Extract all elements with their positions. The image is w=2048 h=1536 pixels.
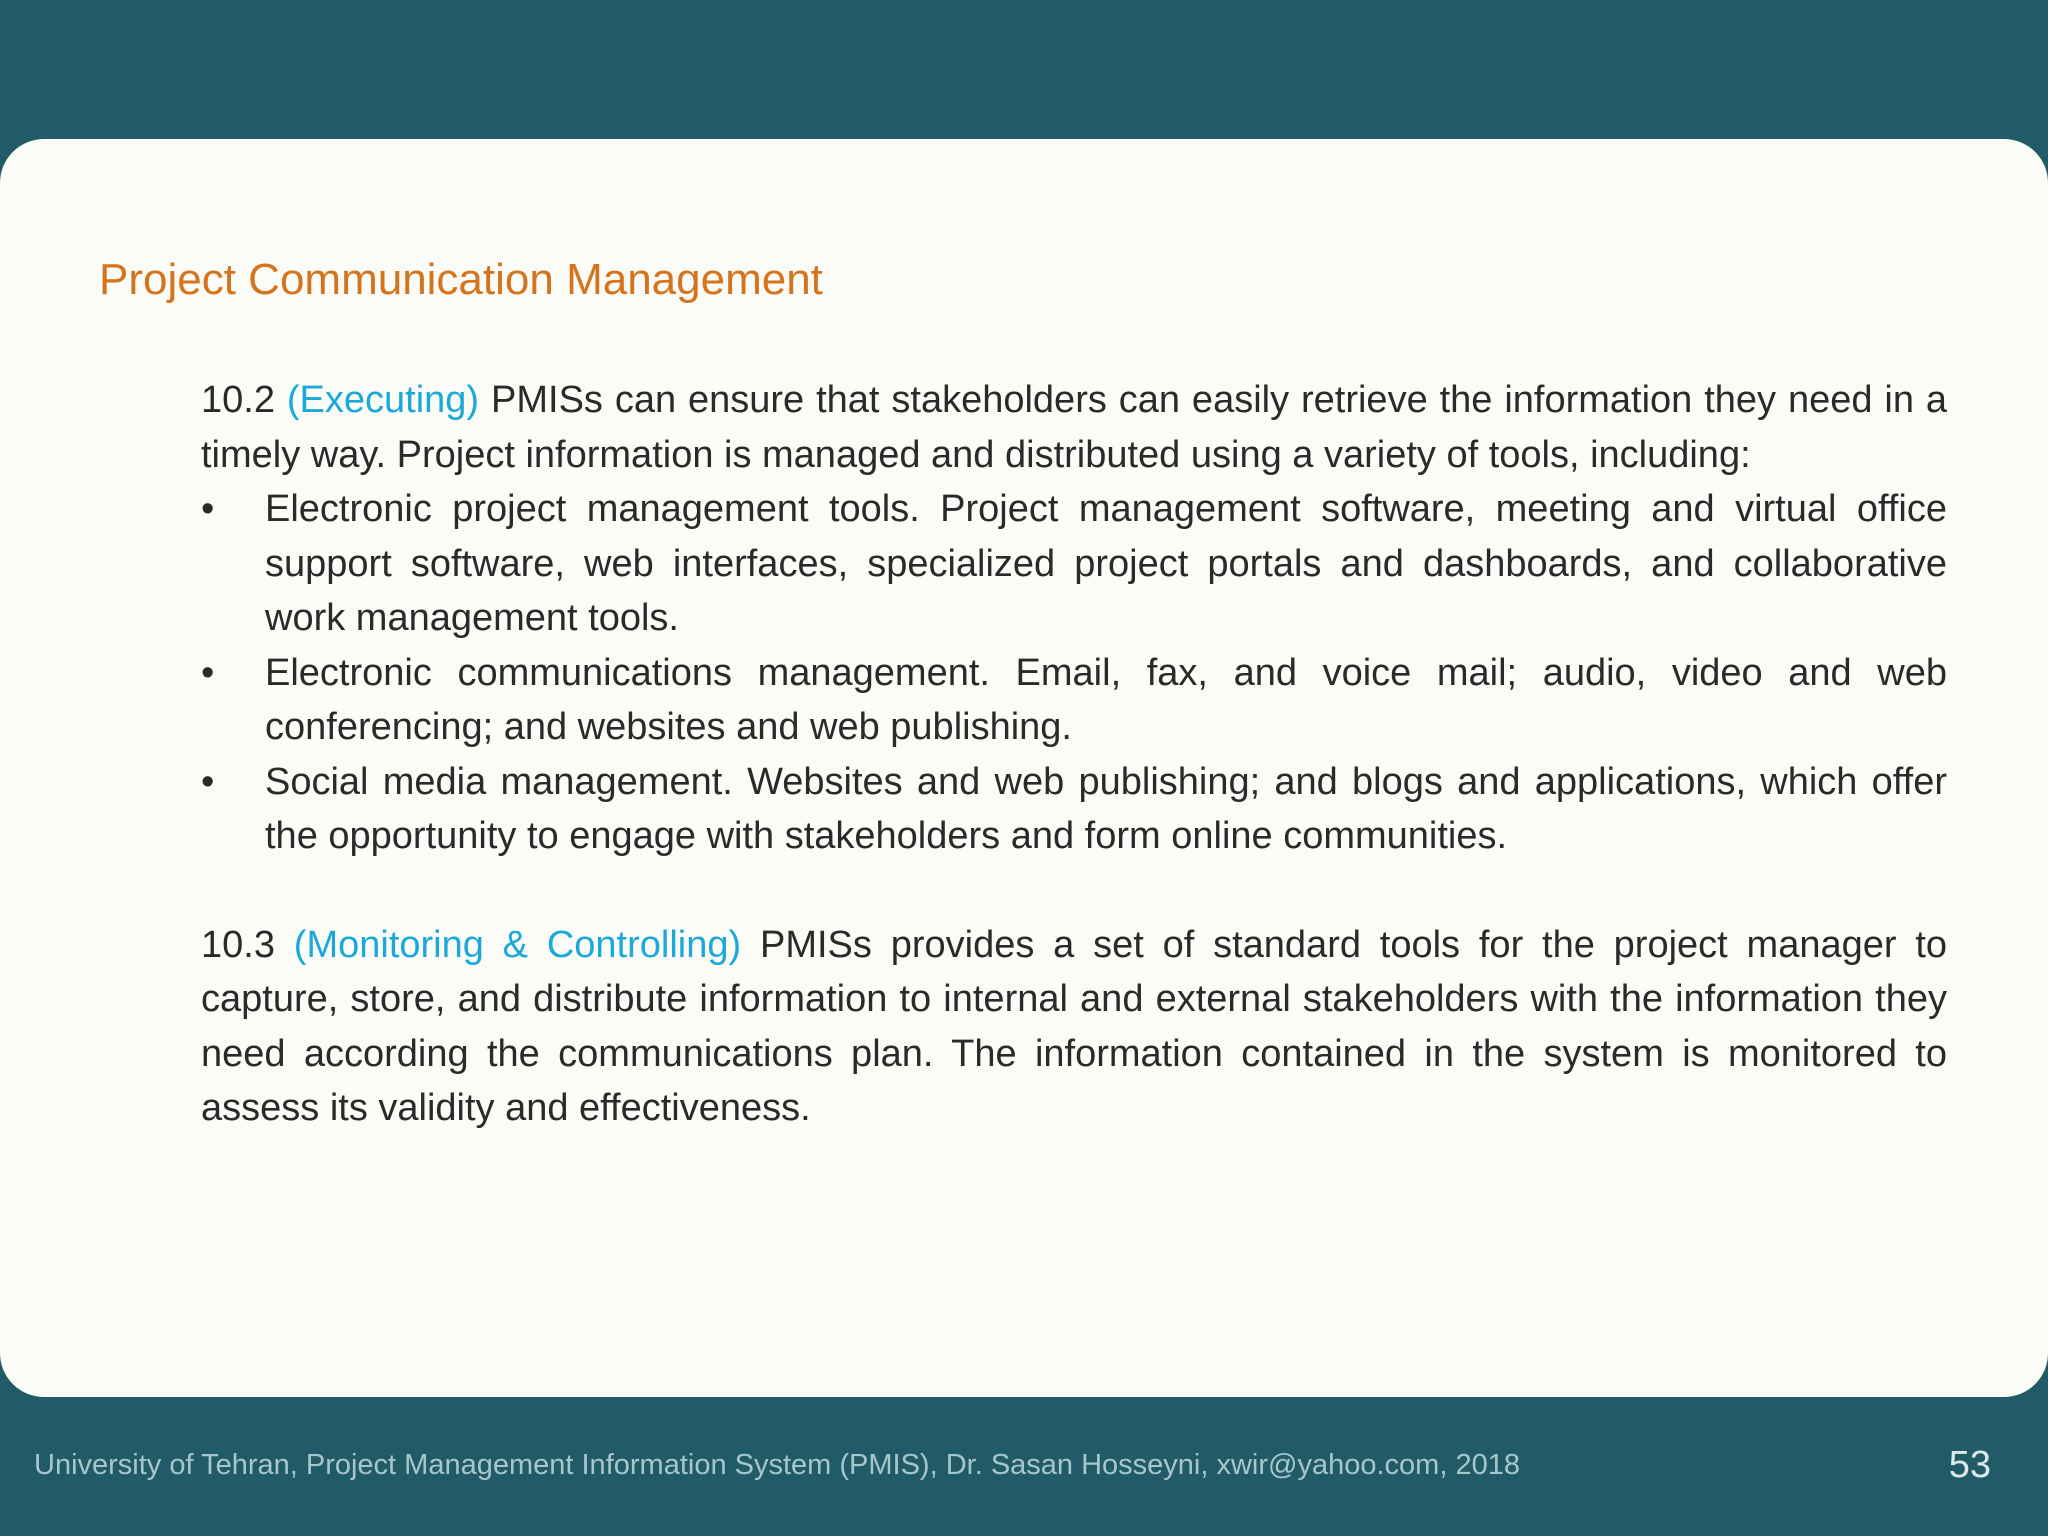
slide-body [201,373,1947,1136]
tools-bullet-list [201,482,1947,864]
bullet-item [201,482,1947,646]
bullet-item [201,755,1947,864]
page-number: 53 [1948,1444,1991,1486]
phase-label-monitoring: (Monitoring & Controlling) [293,923,742,966]
phase-label-executing: (Executing) [286,379,480,421]
section-number: 10.2 [201,379,275,421]
bullet-text: Electronic communications management. Email, fax, and voice mail; audio, video and web conferencing; and websites and web publishing. [265,651,1947,748]
paragraph-spacer [201,864,1947,918]
bullet-text: Electronic project management tools. Project management software, meeting and virtual office support software, web interfaces, specialized project portals and dashboards, and collaborative work management tools. [265,488,1947,639]
section-executing [201,373,1947,482]
footer-citation: University of Tehran, Project Management Information System (PMIS), Dr. Sasan Hosseyni, xwir@yahoo.com, 2018 [34,1449,1520,1481]
section-text: PMISs can ensure that stakeholders can easily retrieve the information they need in a timely way. Project information is managed and distributed using a variety of tools, including: [201,379,1948,476]
section-number: 10.3 [201,923,275,966]
bullet-text: Social media management. Websites and web publishing; and blogs and applications, which offer the opportunity to engage with stakeholders and form online communities. [265,760,1947,857]
section-monitoring [201,918,1947,1136]
slide-title: Project Communication Management [99,255,823,304]
bullet-item [201,646,1947,755]
bullet-icon: • [201,651,215,694]
bullet-icon: • [201,488,215,530]
section-text: PMISs provides a set of standard tools for the project manager to capture, store, and distribute information to internal and external stakeholders with the information they need according the communications plan. The information contained in the system is monitored to assess its validity and effectiveness. [201,923,1948,1129]
bullet-icon: • [201,760,215,803]
